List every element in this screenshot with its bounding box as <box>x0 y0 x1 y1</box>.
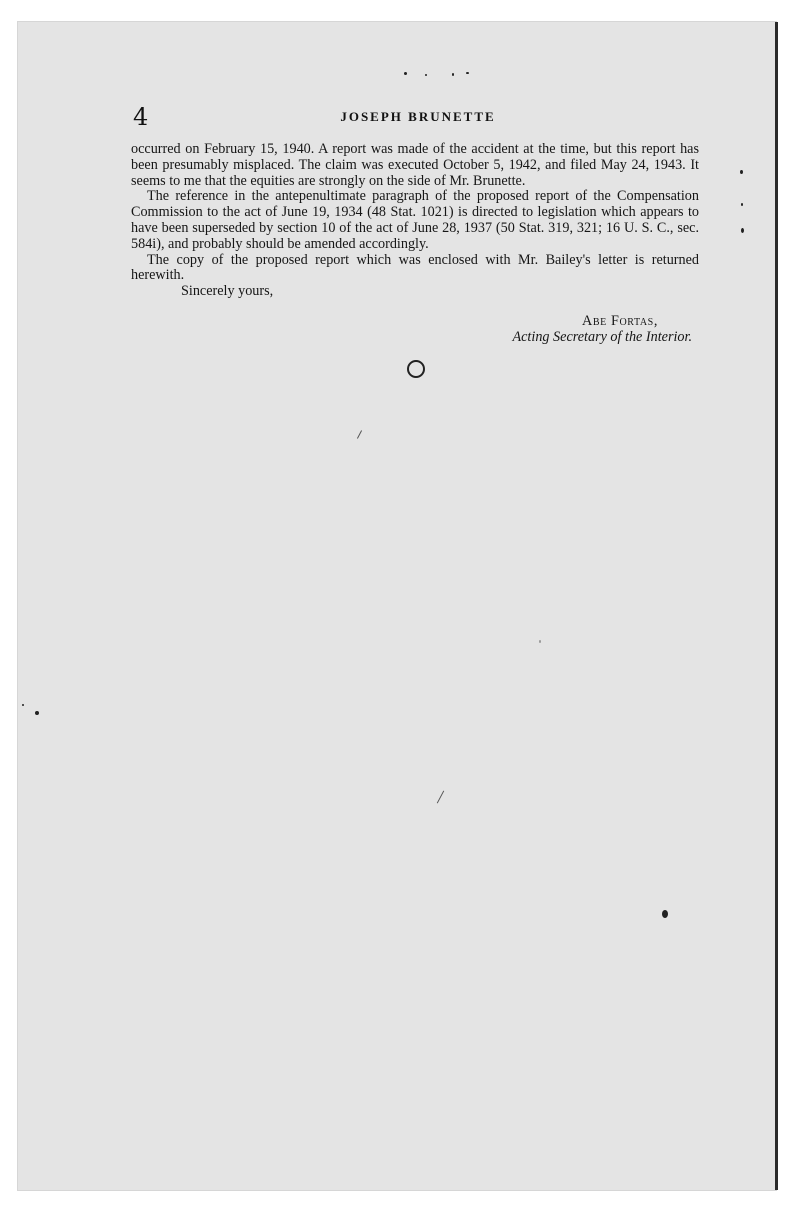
closing-salutation: Sincerely yours, <box>181 283 274 300</box>
page-number: 4 <box>133 103 149 131</box>
scan-speck <box>35 711 39 715</box>
scan-speck <box>404 72 407 75</box>
signer-title: Acting Secretary of the Interior. <box>512 329 692 345</box>
signer-name: Abe Fortas, <box>582 313 658 329</box>
scan-speck <box>741 203 743 206</box>
scan-speck <box>452 73 454 76</box>
scan-speck <box>539 640 541 643</box>
scan-speck <box>740 170 743 174</box>
scan-speck <box>425 74 427 76</box>
paragraph-reference: The reference in the antepenultimate paragraph of the proposed report of the Compensation Commission to the act of June 19, 1934 (48 Stat. 1021) is directed to legislation which appears to have been superseded by section 10 of the act of June 28, 1937 (50 Stat. 319, 321; 16 U. S. C., sec. 584i), and probably should be amended accordingly. <box>131 188 699 252</box>
running-head: JOSEPH BRUNETTE <box>340 109 496 124</box>
letter-body <box>131 142 699 300</box>
scan-speck <box>22 704 24 706</box>
scan-speck <box>662 910 668 918</box>
page-header <box>133 103 703 133</box>
end-of-document-mark <box>407 360 425 378</box>
paragraph-copy-returned: The copy of the proposed report which was enclosed with Mr. Bailey's letter is returned herewith. <box>131 251 699 284</box>
scan-speck <box>466 72 469 74</box>
page-edge-shadow <box>775 22 778 1190</box>
paragraph-continuation: occurred on February 15, 1940. A report was made of the accident at the time, but this report has been presumably misplaced. The claim was executed October 5, 1942, and filed May 24, 1943. It seems to me that the equities are strongly on the side of Mr. Brunette. <box>131 141 699 189</box>
signature-block <box>420 313 692 345</box>
scan-speck <box>741 228 744 233</box>
